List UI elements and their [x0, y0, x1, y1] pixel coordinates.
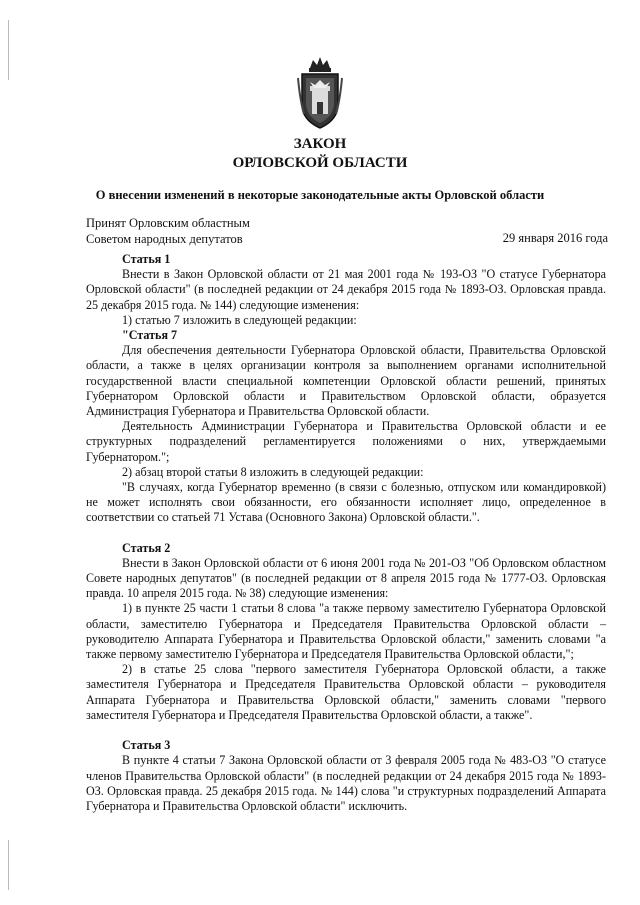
- article-heading: Статья 1: [122, 252, 171, 266]
- paragraph: 1) в пункте 25 части 1 статьи 8 слова "а также первому заместителю Губернатора Орловской области, заместителю Губернатора и Председателя Правительства Орловской области – руководителю Аппарата Губернатора и Правительства Орловской области," заменить словами "а также первому заместителю Губернатора и Председателя Правительства Орловской области,";: [86, 601, 606, 662]
- document-body: [86, 252, 606, 814]
- coat-of-arms-emblem: [296, 54, 344, 130]
- paragraph: 2) абзац второй статьи 8 изложить в следующей редакции:: [122, 464, 424, 479]
- scan-edge-mark: [8, 20, 9, 80]
- law-subtitle: О внесении изменений в некоторые законодательные акты Орловской области: [95, 188, 545, 202]
- paragraph: Для обеспечения деятельности Губернатора Орловской области, Правительства Орловской области, а также в целях организации контроля за выполнением органами исполнительной государственной власти специальной компетенции Орловской области решений, принятых Губернатором Орловской области и Правительством Орловской области, образуется Администрация Губернатора и Правительства Орловской области.: [86, 343, 606, 419]
- scan-edge-mark: [8, 840, 9, 890]
- paragraph: Деятельность Администрации Губернатора и Правительства Орловской области и ее структурных подразделений регламентируется положениями о них, утверждаемыми Губернатором.";: [86, 419, 606, 464]
- adoption-date: 29 января 2016 года: [502, 231, 608, 245]
- quoted-article-heading: "Статья 7: [122, 328, 178, 343]
- law-title: ЗАКОН: [293, 136, 347, 152]
- region-title: ОРЛОВСКОЙ ОБЛАСТИ: [232, 155, 408, 171]
- article-heading: Статья 3: [122, 738, 171, 753]
- paragraph: "В случаях, когда Губернатор временно (в связи с болезнью, отпуском или командировкой) не может исполнять свои обязанности, его обязанности исполняет лицо, определенное в соответствии со статьей 71 Устава (Основного Закона) Орловской области.".: [86, 480, 606, 525]
- paragraph: В пункте 4 статьи 7 Закона Орловской области от 3 февраля 2005 года № 483-ОЗ "О статусе членов Правительства Орловской области" (в последней редакции от 24 декабря 2015 года № 1893-ОЗ. Орловская правда. 25 декабря 2015 года. № 144) слова "и структурных подразделений Аппарата Губернатора и Правительства Орловской области" исключить.: [86, 753, 606, 813]
- adoption-line: Советом народных депутатов: [86, 232, 243, 246]
- paragraph: Внести в Закон Орловской области от 6 июня 2001 года № 201-ОЗ "Об Орловском областном Совете народных депутатов" (в последней редакции от 8 апреля 2015 года № 1777-ОЗ. Орловская правда. 10 апреля 2015 года. № 38) следующие изменения:: [86, 555, 606, 601]
- adoption-line: Принят Орловским областным: [86, 216, 250, 230]
- paragraph: 2) в статье 25 слова "первого заместителя Губернатора Орловской области, а также заместителя Губернатора и Председателя Правительства Орловской области – руководителя Аппарата Губернатора и Правительства Орловской области," заменить словами "первого заместителя Губернатора и Председателя Правительства Орловской области, а также".: [86, 662, 606, 722]
- article-heading: Статья 2: [122, 540, 171, 555]
- adoption-block: [86, 215, 250, 247]
- paragraph: 1) статью 7 изложить в следующей редакции:: [122, 312, 357, 327]
- paragraph: Внести в Закон Орловской области от 21 мая 2001 года № 193-ОЗ "О статусе Губернатора Орловской области" (в последней редакции от 24 декабря 2015 года № 1893-ОЗ. Орловская правда. 25 декабря 2015 года. № 144) следующие изменения:: [86, 267, 606, 312]
